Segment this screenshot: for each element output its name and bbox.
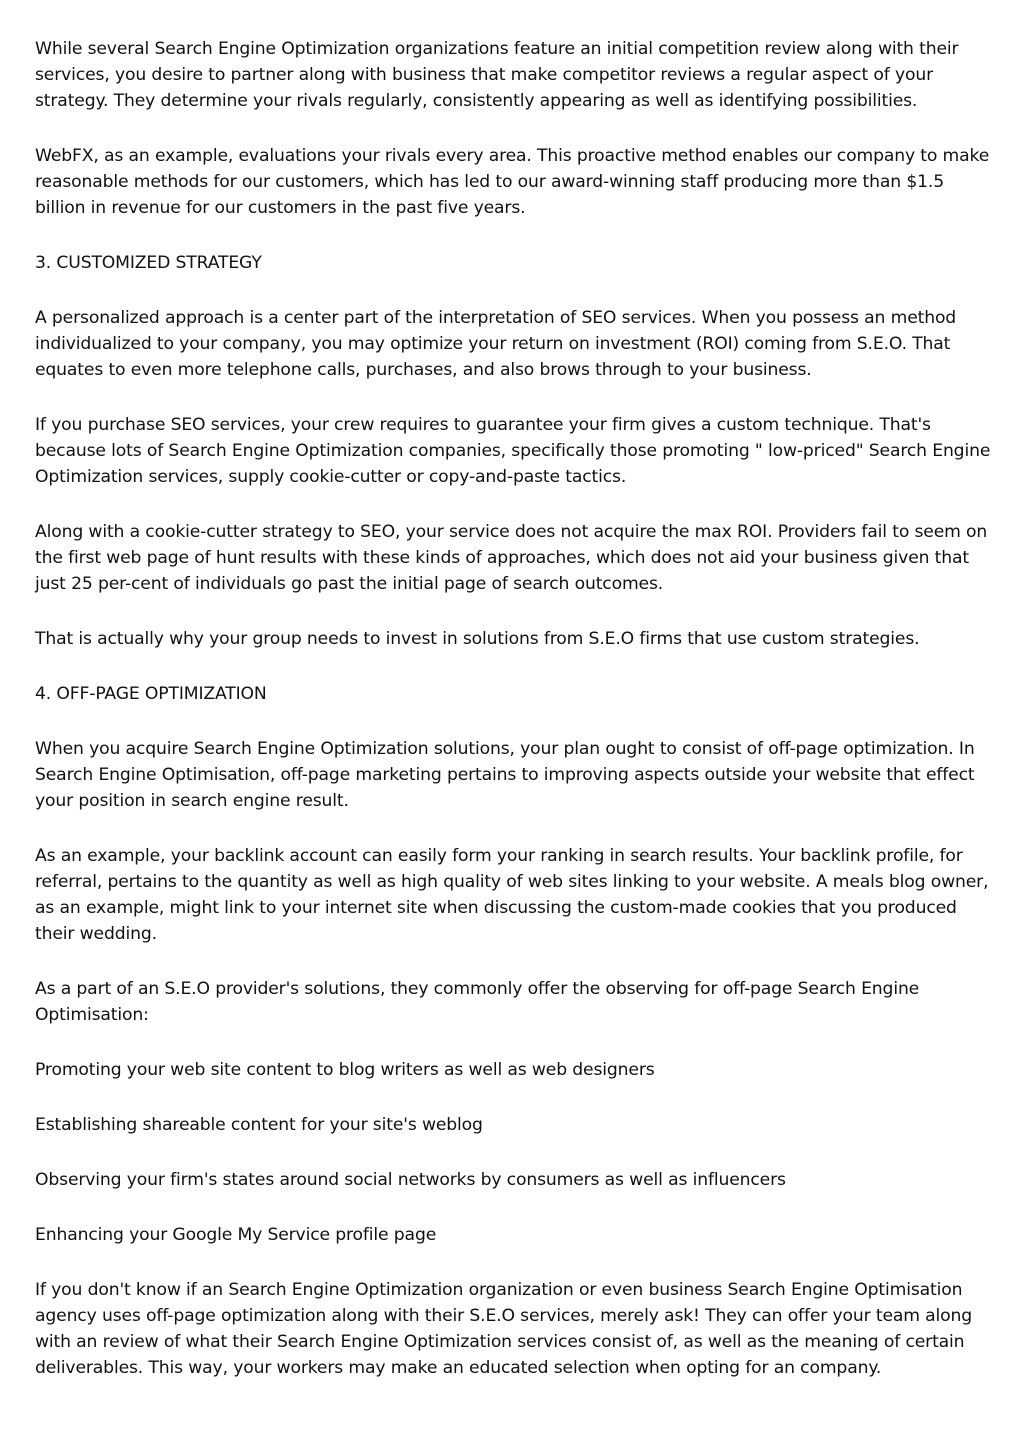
paragraph-backlink-profile: As an example, your backlink account can easily form your ranking in search results. Your backlink profile, for referral, pertains to the quantity as well as high quality of web sites linking to your website. A meals blog owner, as an example, might link to your internet site when discussing the custom-made cookies that you produced their wedding. [35,846,989,944]
paragraph-invest-custom: That is actually why your group needs to invest in solutions from S.E.O firms that use custom strategies. [35,629,920,649]
paragraph-personalized-approach: A personalized approach is a center part of the interpretation of SEO services. When you possess an method individualized to your company, you may optimize your return on investment (ROI) coming from S.E.O. That equates to even more telephone calls, purchases, and also brows through to your business. [35,308,957,380]
paragraph-webfx-example: WebFX, as an example, evaluations your rivals every area. This proactive method enables our company to make reasonable methods for our customers, which has led to our award-winning staff producing more than $1.5 billion in revenue for our customers in the past five years. [35,146,990,218]
section-heading-customized-strategy: 3. CUSTOMIZED STRATEGY [35,253,262,273]
paragraph-cookie-cutter: Along with a cookie-cutter strategy to SEO, your service does not acquire the max ROI. Providers fail to seem on the first web page of hunt results with these kinds of approaches, which does not aid your business given that just 25 per-cent of individuals go past the initial page of search outcomes. [35,522,988,594]
list-item-google-profile: Enhancing your Google My Service profile page [35,1225,437,1245]
list-item-promoting-content: Promoting your web site content to blog writers as well as web designers [35,1060,655,1080]
paragraph-competitor-reviews: While several Search Engine Optimization organizations feature an initial competition review along with their services, you desire to partner along with business that make competitor reviews a regular aspect of your strategy. They determine your rivals regularly, consistently appearing as well as identifying possibilities. [35,39,959,111]
paragraph-off-page-definition: When you acquire Search Engine Optimization solutions, your plan ought to consist of off-page optimization. In Search Engine Optimisation, off-page marketing pertains to improving aspects outside your website that effect your position in search engine result. [35,739,975,811]
list-item-observing-mentions: Observing your firm's states around social networks by consumers as well as influencers [35,1170,786,1190]
document-body [35,36,995,1410]
list-item-shareable-content: Establishing shareable content for your site's weblog [35,1115,483,1135]
section-heading-off-page-optimization: 4. OFF-PAGE OPTIMIZATION [35,684,267,704]
paragraph-custom-technique: If you purchase SEO services, your crew requires to guarantee your firm gives a custom technique. That's because lots of Search Engine Optimization companies, specifically those promoting " low-priced" Search Engine Optimization services, supply cookie-cutter or copy-and-paste tactics. [35,415,991,487]
paragraph-provider-solutions: As a part of an S.E.O provider's solutions, they commonly offer the observing for off-page Search Engine Optimisation: [35,979,920,1025]
paragraph-ask-agency: If you don't know if an Search Engine Optimization organization or even business Search Engine Optimisation agency uses off-page optimization along with their S.E.O services, merely ask! They can offer your team along with an review of what their Search Engine Optimization services consist of, as well as the meaning of certain deliverables. This way, your workers may make an educated selection when opting for an company. [35,1280,973,1378]
